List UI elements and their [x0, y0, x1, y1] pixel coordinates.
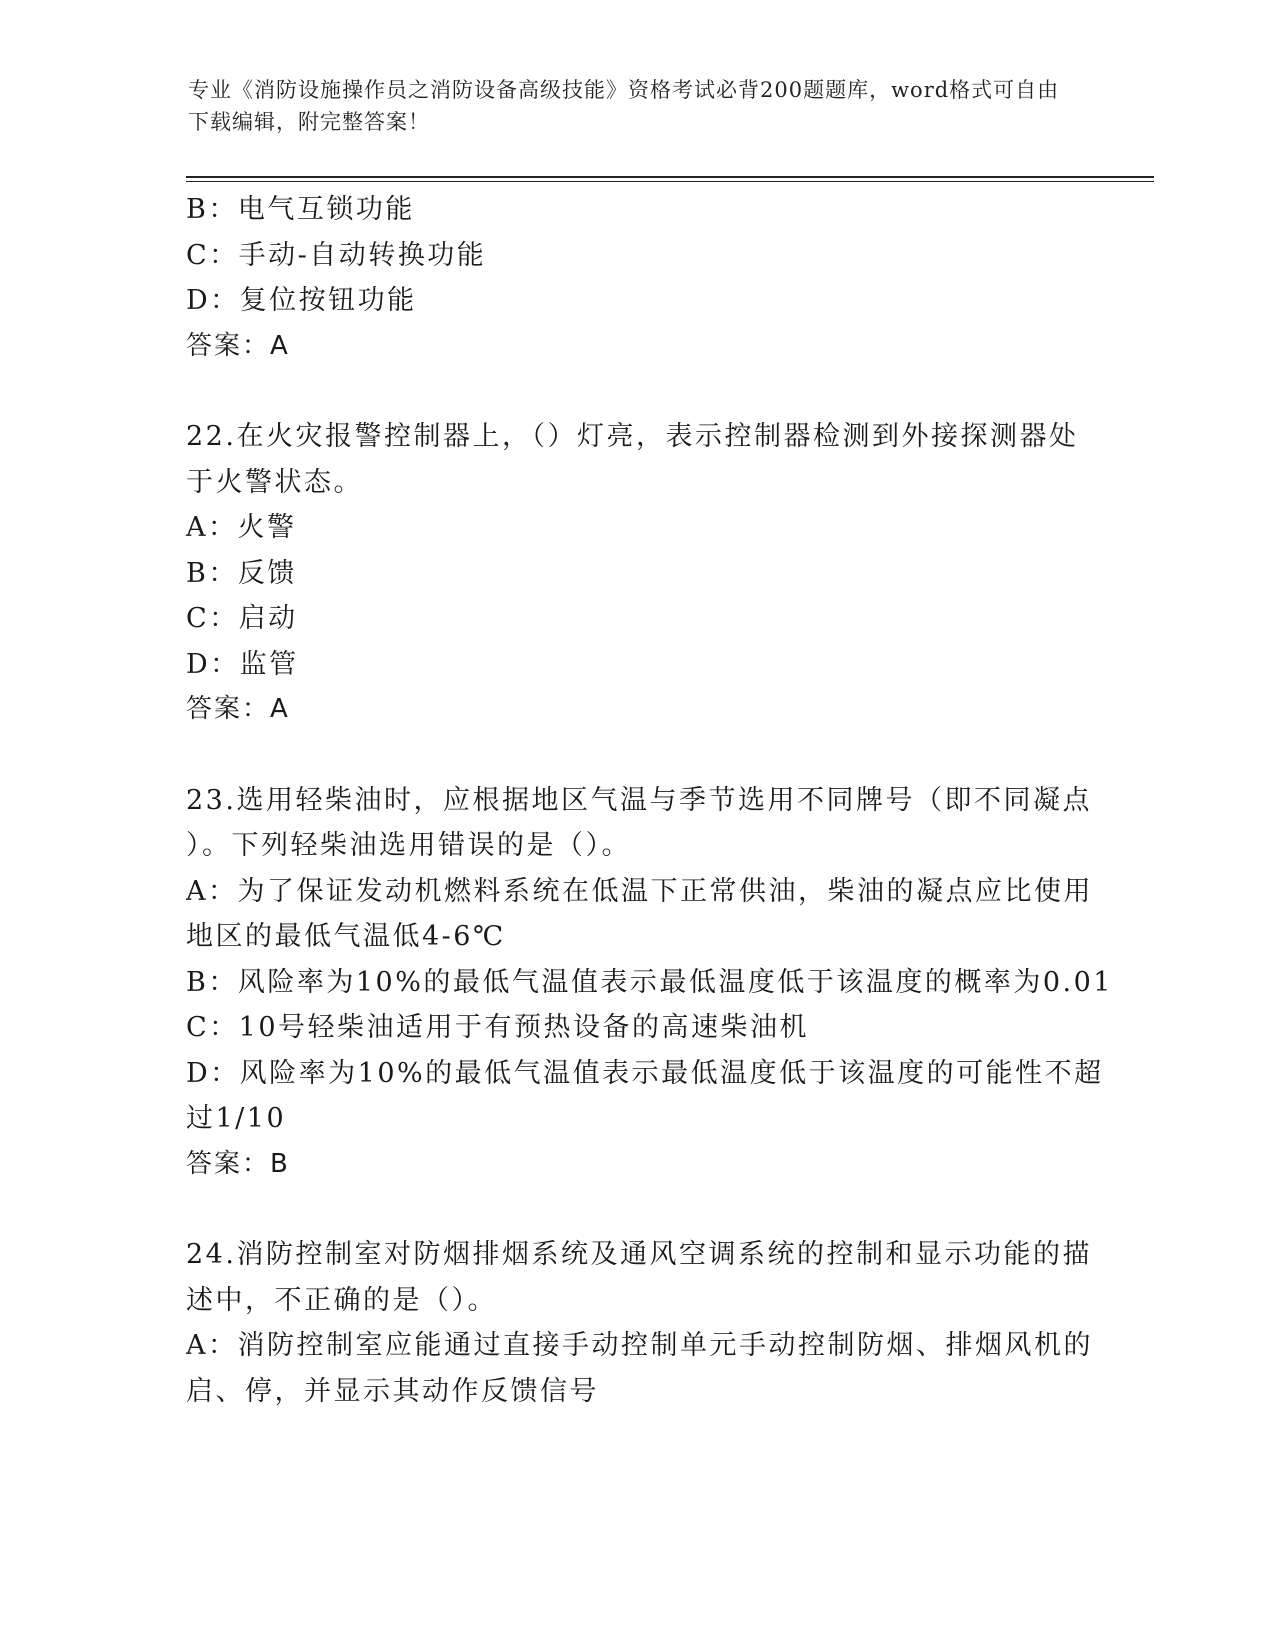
q24-option-a-line-2: 启、停，并显示其动作反馈信号: [186, 1375, 599, 1407]
q22-answer: 答案：A: [186, 694, 290, 724]
q22-option-b: B：反馈: [186, 557, 297, 589]
q23-stem-line-1: 23.选用轻柴油时，应根据地区气温与季节选用不同牌号（即不同凝点: [186, 784, 1092, 816]
q22-option-a: A：火警: [186, 512, 297, 543]
question-content: [186, 187, 1113, 1414]
q21-option-b: B：电气互锁功能: [186, 194, 415, 225]
q21-option-c: C：手动-自动转换功能: [186, 239, 487, 271]
question-22: [186, 414, 1086, 733]
header-divider-thin: [186, 181, 1154, 182]
spacer: [186, 1187, 1086, 1232]
header-divider-thick: [186, 176, 1154, 178]
spacer: [186, 733, 1086, 778]
q22-option-c: C：启动: [186, 603, 298, 634]
q23-option-c: C：10号轻柴油适用于有预热设备的高速柴油机: [186, 1012, 810, 1043]
q24-stem-line-1: 24.消防控制室对防烟排烟系统及通风空调系统的控制和显示功能的描: [186, 1239, 1092, 1270]
spacer: [186, 369, 1086, 414]
q23-option-d-line-1: D：风险率为10%的最低气温值表示最低温度低于该温度的可能性不超: [186, 1057, 1104, 1089]
question-21: [186, 187, 1086, 369]
q21-answer: 答案：A: [186, 330, 290, 361]
q21-option-d: D：复位按钮功能: [186, 285, 417, 316]
question-23: [186, 778, 1113, 1188]
q23-option-a-line-2: 地区的最低气温低4-6℃: [186, 921, 506, 952]
q22-stem-line-2: 于火警状态。: [186, 466, 363, 498]
q24-stem-line-2: 述中，不正确的是（）。: [186, 1284, 497, 1316]
q23-option-a-line-1: A：为了保证发动机燃料系统在低温下正常供油，柴油的凝点应比使用: [186, 875, 1093, 907]
q23-option-d-line-2: 过1/10: [186, 1103, 287, 1134]
q22-stem-line-1: 22.在火灾报警控制器上，（）灯亮，表示控制器检测到外接探测器处: [186, 421, 1079, 452]
q23-answer: 答案：B: [186, 1148, 290, 1179]
q23-option-b: B：风险率为10%的最低气温值表示最低温度低于该温度的概率为0.01: [186, 966, 1113, 998]
document-header: 专业《消防设施操作员之消防设备高级技能》资格考试必背200题题库，word格式可自由下载编辑，附完整答案！: [188, 78, 1060, 134]
q22-option-d: D：监管: [186, 648, 299, 680]
q24-option-a-line-1: A：消防控制室应能通过直接手动控制单元手动控制防烟、排烟风机的: [186, 1330, 1093, 1361]
q23-stem-line-2: ）。下列轻柴油选用错误的是（）。: [186, 830, 631, 861]
question-24: [186, 1232, 1093, 1414]
